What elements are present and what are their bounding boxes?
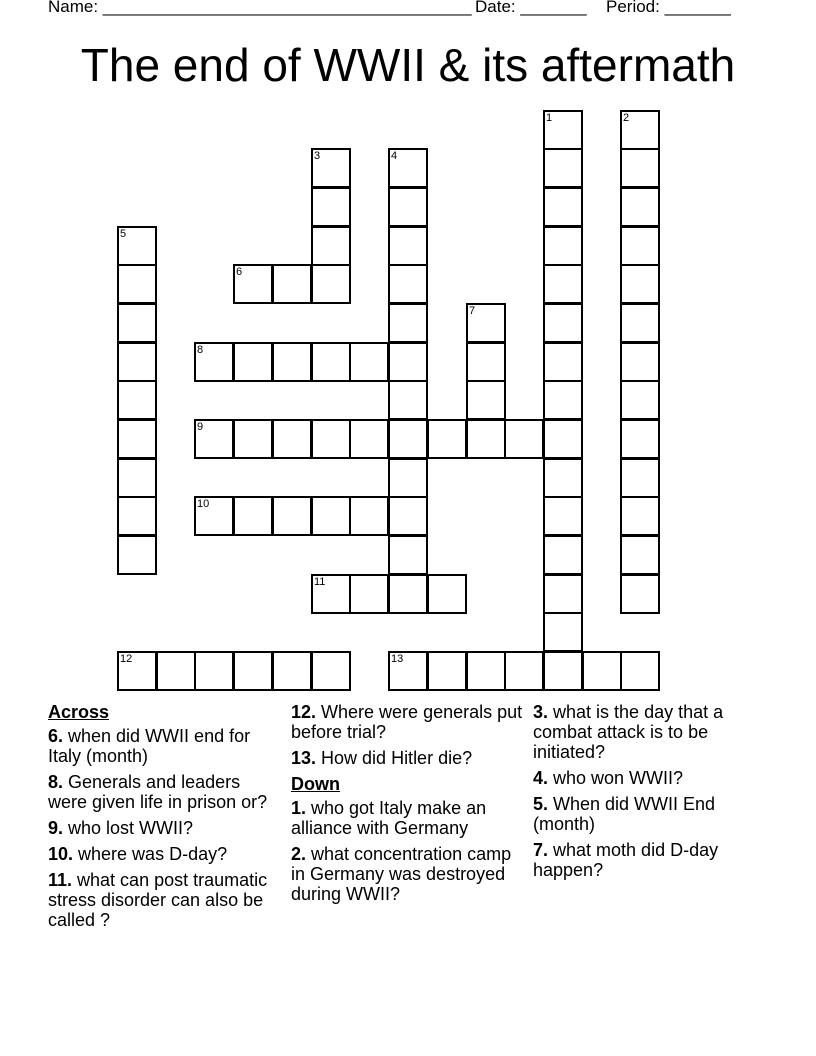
clue-number-12: 12: [120, 653, 133, 665]
grid-cell[interactable]: [620, 380, 660, 420]
clue-number-1: 1: [546, 112, 553, 124]
clue-across-6: 6. when did WWII end for Italy (month): [48, 726, 251, 766]
page-title: The end of WWII & its aftermath: [80, 39, 736, 91]
clue-down-4: 4. who won WWII?: [533, 768, 684, 788]
period-field-label: Period: _______: [606, 0, 731, 16]
grid-cell[interactable]: [620, 419, 660, 459]
clue-number-8: 8: [197, 344, 204, 356]
grid-cell[interactable]: [620, 226, 660, 266]
grid-cell[interactable]: [272, 264, 312, 304]
grid-cell[interactable]: [233, 419, 273, 459]
clue-across-11: 11. what can post traumatic stress disorder can also be called ?: [48, 870, 268, 930]
clue-number-10: 10: [197, 498, 210, 510]
clues-column-2: [291, 702, 527, 910]
grid-cell[interactable]: [466, 380, 506, 420]
grid-cell[interactable]: [272, 651, 312, 691]
grid-cell[interactable]: [388, 226, 428, 266]
grid-cell[interactable]: [427, 574, 467, 614]
grid-cell[interactable]: [117, 651, 157, 691]
grid-cell[interactable]: [272, 496, 312, 536]
grid-cell[interactable]: [311, 226, 351, 266]
grid-cell[interactable]: [620, 651, 660, 691]
grid-cell[interactable]: [117, 342, 157, 382]
grid-cell[interactable]: [233, 264, 273, 304]
grid-cell[interactable]: [466, 342, 506, 382]
grid-cell[interactable]: [311, 187, 351, 227]
grid-cell[interactable]: [349, 496, 389, 536]
grid-cell[interactable]: [427, 651, 467, 691]
grid-cell[interactable]: [272, 419, 312, 459]
clue-across-8: 8. Generals and leaders were given life in prison or?: [48, 772, 268, 812]
grid-cell[interactable]: [117, 419, 157, 459]
grid-cell[interactable]: [311, 496, 351, 536]
clue-down-5: 5. When did WWII End (month): [533, 794, 716, 834]
grid-cell[interactable]: [117, 458, 157, 498]
grid-cell[interactable]: [620, 187, 660, 227]
clue-number-3: 3: [314, 150, 321, 162]
clue-down-1: 1. who got Italy make an alliance with Germany: [291, 798, 487, 838]
grid-cell[interactable]: [543, 496, 583, 536]
grid-cell[interactable]: [543, 187, 583, 227]
grid-cell[interactable]: [117, 535, 157, 575]
clue-number-2: 2: [623, 112, 630, 124]
grid-cell[interactable]: [543, 380, 583, 420]
grid-cell[interactable]: [311, 264, 351, 304]
grid-cell[interactable]: [543, 458, 583, 498]
down-heading: Down: [291, 774, 340, 794]
grid-cell[interactable]: [388, 264, 428, 304]
grid-cell[interactable]: [349, 419, 389, 459]
grid-cell[interactable]: [311, 148, 351, 188]
grid-cell[interactable]: [543, 535, 583, 575]
grid-cell[interactable]: [543, 148, 583, 188]
clue-down-3: 3. what is the day that a combat attack is to be initiated?: [533, 702, 724, 762]
grid-cell[interactable]: [582, 651, 622, 691]
clue-number-9: 9: [197, 421, 204, 433]
grid-cell[interactable]: [388, 419, 428, 459]
grid-cell[interactable]: [504, 419, 544, 459]
grid-cell[interactable]: [543, 303, 583, 343]
grid-cell[interactable]: [272, 342, 312, 382]
grid-cell[interactable]: [620, 574, 660, 614]
clue-number-7: 7: [469, 305, 476, 317]
grid-cell[interactable]: [233, 342, 273, 382]
grid-cell[interactable]: [543, 264, 583, 304]
name-field-label: Name: _______________________________________: [48, 0, 472, 16]
clue-down-7: 7. what moth did D-day happen?: [533, 840, 719, 880]
grid-cell[interactable]: [543, 651, 583, 691]
grid-cell[interactable]: [388, 342, 428, 382]
grid-cell[interactable]: [388, 458, 428, 498]
grid-cell[interactable]: [117, 380, 157, 420]
clue-number-13: 13: [391, 653, 404, 665]
grid-cell[interactable]: [388, 148, 428, 188]
clue-number-11: 11: [314, 576, 326, 588]
grid-cell[interactable]: [311, 574, 351, 614]
grid-cell[interactable]: [233, 651, 273, 691]
grid-cell[interactable]: [194, 496, 234, 536]
grid-cell[interactable]: [388, 574, 428, 614]
grid-cell[interactable]: [388, 535, 428, 575]
grid-cell[interactable]: [620, 148, 660, 188]
grid-cell[interactable]: [117, 303, 157, 343]
grid-cell[interactable]: [543, 612, 583, 652]
grid-cell[interactable]: [620, 264, 660, 304]
grid-cell[interactable]: [311, 342, 351, 382]
grid-cell[interactable]: [620, 303, 660, 343]
clue-number-6: 6: [236, 266, 243, 278]
grid-cell[interactable]: [311, 651, 351, 691]
grid-cell[interactable]: [620, 458, 660, 498]
grid-cell[interactable]: [543, 419, 583, 459]
grid-cell[interactable]: [388, 496, 428, 536]
clue-across-10: 10. where was D-day?: [48, 844, 228, 864]
grid-cell[interactable]: [388, 187, 428, 227]
grid-cell[interactable]: [543, 226, 583, 266]
clue-across-9: 9. who lost WWII?: [48, 818, 194, 838]
clue-across-12: 12. Where were generals put before trial?: [291, 702, 523, 742]
clue-number-5: 5: [120, 228, 127, 240]
grid-cell[interactable]: [620, 110, 660, 150]
grid-cell[interactable]: [504, 651, 544, 691]
grid-cell[interactable]: [388, 303, 428, 343]
grid-cell[interactable]: [349, 342, 389, 382]
grid-cell[interactable]: [543, 342, 583, 382]
grid-cell[interactable]: [466, 419, 506, 459]
grid-cell[interactable]: [466, 651, 506, 691]
clue-number-4: 4: [391, 150, 398, 162]
grid-cell[interactable]: [156, 651, 196, 691]
grid-cell[interactable]: [543, 110, 583, 150]
grid-cell[interactable]: [543, 574, 583, 614]
grid-cell[interactable]: [427, 419, 467, 459]
clue-down-2: 2. what concentration camp in Germany was destroyed during WWII?: [291, 844, 512, 904]
grid-cell[interactable]: [466, 303, 506, 343]
clues-column-1: [48, 702, 283, 936]
across-heading: Across: [48, 702, 110, 722]
grid-cell[interactable]: [194, 419, 234, 459]
clues-column-3: [533, 702, 768, 886]
grid-cell[interactable]: [117, 264, 157, 304]
grid-cell[interactable]: [194, 651, 234, 691]
grid-cell[interactable]: [194, 342, 234, 382]
grid-cell[interactable]: [311, 419, 351, 459]
grid-cell[interactable]: [117, 226, 157, 266]
grid-cell[interactable]: [620, 496, 660, 536]
grid-cell[interactable]: [233, 496, 273, 536]
grid-cell[interactable]: [349, 574, 389, 614]
clue-across-13: 13. How did Hitler die?: [291, 748, 473, 768]
date-field-label: Date: _______: [475, 0, 587, 16]
grid-cell[interactable]: [388, 651, 428, 691]
grid-cell[interactable]: [620, 342, 660, 382]
grid-cell[interactable]: [620, 535, 660, 575]
grid-cell[interactable]: [117, 496, 157, 536]
grid-cell[interactable]: [388, 380, 428, 420]
